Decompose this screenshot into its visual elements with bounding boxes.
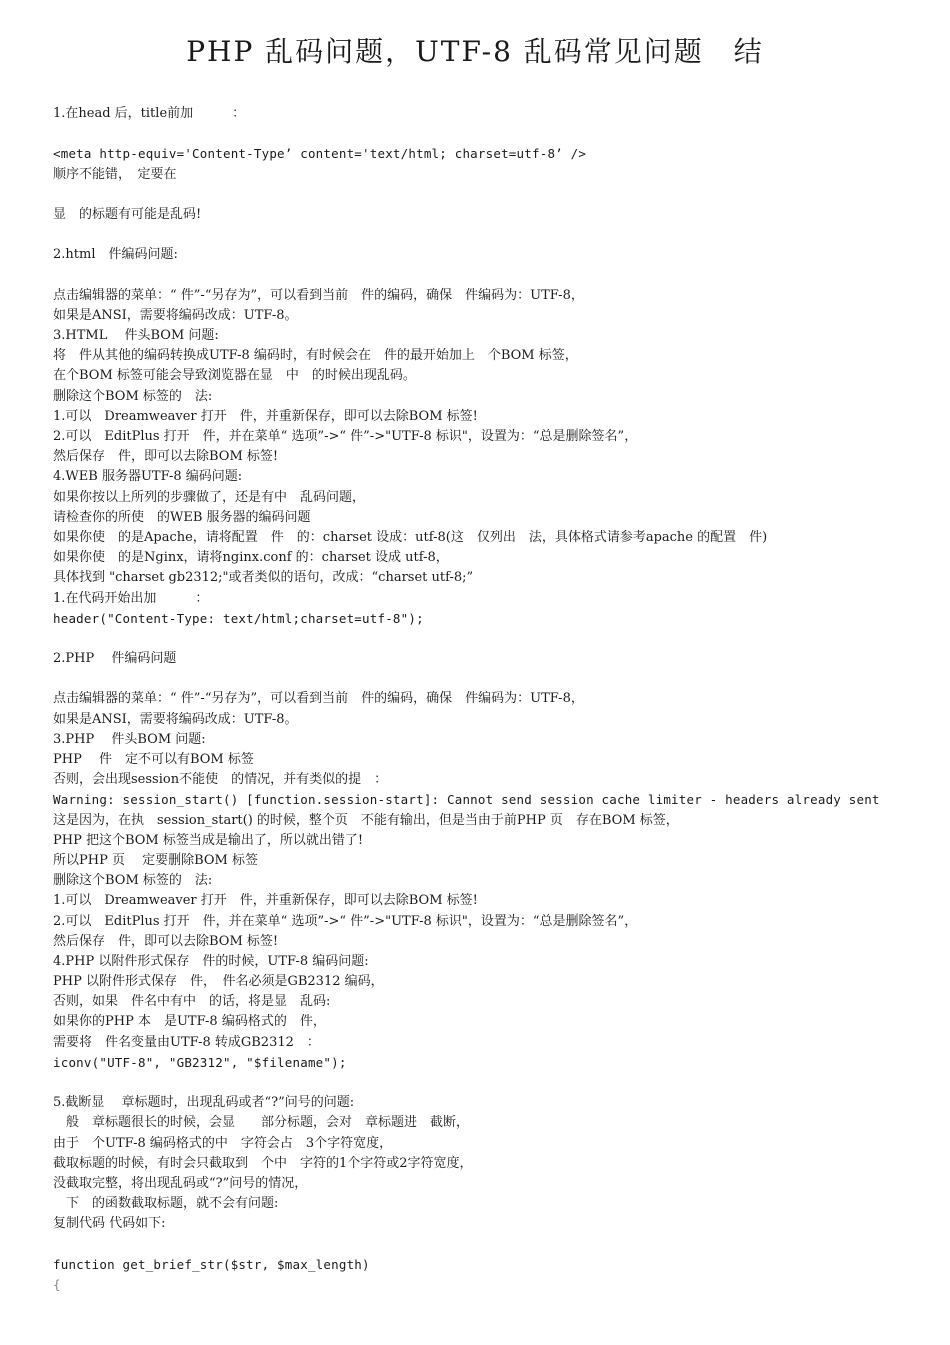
page-title: PHP 乱码问题，UTF-8 乱码常见问题 结	[186, 35, 764, 68]
document-body	[53, 104, 933, 1295]
text-line: 具体找到 "charset gb2312;"或者类似的语句，改成：“charset utf-8;”	[53, 570, 474, 586]
text-line: 2.可以 EditPlus 打开 件，并在菜单“ 选项”->“ 件”->"UTF-8 标识"，设置为：“总是删除签名”，	[53, 913, 638, 929]
text-line: 4.WEB 服务器UTF-8 编码问题:	[53, 469, 243, 485]
text-line: 如果是ANSI，需要将编码改成：UTF-8。	[53, 307, 298, 323]
text-line: 4.PHP 以附件形式保存 件的时候，UTF-8 编码问题:	[53, 953, 369, 969]
blank-line	[53, 669, 933, 689]
text-line: 截取标题的时候，有时会只截取到 个中 字符的1个字符或2字符宽度，	[53, 1155, 473, 1171]
blank-line	[53, 266, 933, 286]
text-line: 下 的函数截取标题，就不会有问题:	[53, 1196, 279, 1212]
text-line: 复制代码 代码如下:	[53, 1216, 166, 1232]
code-line: header("Content-Type: text/html;charset=utf-8");	[53, 610, 424, 626]
blank-line	[53, 124, 933, 144]
text-line: 2.html 件编码问题:	[53, 247, 178, 263]
blank-line	[53, 225, 933, 245]
text-line: 2.PHP 件编码问题	[53, 651, 177, 667]
text-line: 3.PHP 件头BOM 问题:	[53, 731, 206, 747]
text-line: 如果是ANSI，需要将编码改成：UTF-8。	[53, 711, 298, 727]
blank-line	[53, 1073, 933, 1093]
blank-line	[53, 1235, 933, 1255]
blank-line	[53, 629, 933, 649]
text-line: 删除这个BOM 标签的 法:	[53, 873, 213, 889]
text-line: 如果你使 的是Nginx，请将nginx.conf 的：charset 设成 utf-8，	[53, 550, 449, 566]
text-line: 2.可以 EditPlus 打开 件，并在菜单“ 选项”->“ 件”->"UTF-8 标识"，设置为：“总是删除签名”，	[53, 429, 638, 444]
text-line: PHP 件 定不可以有BOM 标签	[53, 752, 254, 767]
code-line: iconv("UTF-8", "GB2312", "$filename");	[53, 1054, 347, 1070]
code-line: Warning: session_start() [function.session-start]: Cannot send session cache limiter - headers already sent	[53, 792, 880, 808]
text-line: 5.截断显 章标题时，出现乱码或者“?”问号的问题:	[53, 1095, 355, 1111]
text-line: PHP 把这个BOM 标签当成是输出了，所以就出错了!	[53, 832, 364, 848]
text-line: 否则，如果 件名中有中 的话，将是显 乱码:	[53, 994, 331, 1010]
code-line: {	[53, 1276, 61, 1292]
text-line: 否则，会出现session不能使 的情况，并有类似的提 ：	[53, 772, 388, 788]
text-line: 显 的标题有可能是乱码!	[53, 206, 202, 222]
text-line: PHP 以附件形式保存 件， 件名必须是GB2312 编码，	[53, 974, 384, 990]
text-line: 点击编辑器的菜单：“ 件”-“另存为”，可以看到当前 件的编码，确保 件编码为：UTF-8，	[53, 287, 584, 303]
text-line: 然后保存 件，即可以去除BOM 标签!	[53, 933, 279, 949]
text-line: 没截取完整，将出现乱码或“?”问号的情况，	[53, 1175, 308, 1191]
text-line: 顺序不能错， 定要在	[53, 166, 177, 182]
text-line: 所以PHP 页 定要删除BOM 标签	[53, 852, 258, 868]
text-line: 如果你的PHP 本 是UTF-8 编码格式的 件，	[53, 1014, 326, 1030]
text-line: 由于 个UTF-8 编码格式的中 字符会占 3个字符宽度，	[53, 1135, 393, 1151]
text-line: 1.在head 后，title前加 ：	[53, 106, 246, 121]
text-line: 1.在代码开始出加 ：	[53, 590, 209, 606]
code-line: function get_brief_str($str, $max_length)	[53, 1256, 370, 1272]
text-line: 3.HTML 件头BOM 问题:	[53, 328, 219, 344]
text-line: 在个BOM 标签可能会导致浏览器在显 中 的时候出现乱码。	[53, 368, 416, 384]
text-line: 1.可以 Dreamweaver 打开 件，并重新保存，即可以去除BOM 标签!	[53, 893, 478, 909]
text-line: 如果你按以上所列的步骤做了，还是有中 乱码问题，	[53, 489, 366, 505]
code-line: <meta http-equiv='Content-Type’ content='text/html; charset=utf-8’ />	[53, 146, 587, 162]
text-line: 将 件从其他的编码转换成UTF-8 编码时，有时候会在 件的最开始加上 个BOM 标签，	[53, 348, 578, 364]
text-line: 请检查你的所使 的WEB 服务器的编码问题	[53, 509, 311, 525]
text-line: 1.可以 Dreamweaver 打开 件，并重新保存，即可以去除BOM 标签!	[53, 408, 478, 424]
text-line: 般 章标题很长的时候，会显 部分标题，会对 章标题进 截断，	[53, 1115, 470, 1131]
text-line: 删除这个BOM 标签的 法:	[53, 388, 213, 404]
text-line: 然后保存 件，即可以去除BOM 标签!	[53, 449, 279, 465]
text-line: 这是因为，在执 session_start() 的时候，整个页 不能有输出，但是当由于前PHP 页 存在BOM 标签，	[53, 812, 679, 828]
text-line: 需要将 件名变量由UTF-8 转成GB2312 ：	[53, 1034, 320, 1050]
text-line: 如果你使 的是Apache，请将配置 件 的：charset 设成：utf-8(这 仅列出 法，具体格式请参考apache 的配置 件)	[53, 529, 768, 545]
blank-line	[53, 185, 933, 205]
text-line: 点击编辑器的菜单：“ 件”-“另存为”，可以看到当前 件的编码，确保 件编码为：UTF-8，	[53, 691, 584, 707]
